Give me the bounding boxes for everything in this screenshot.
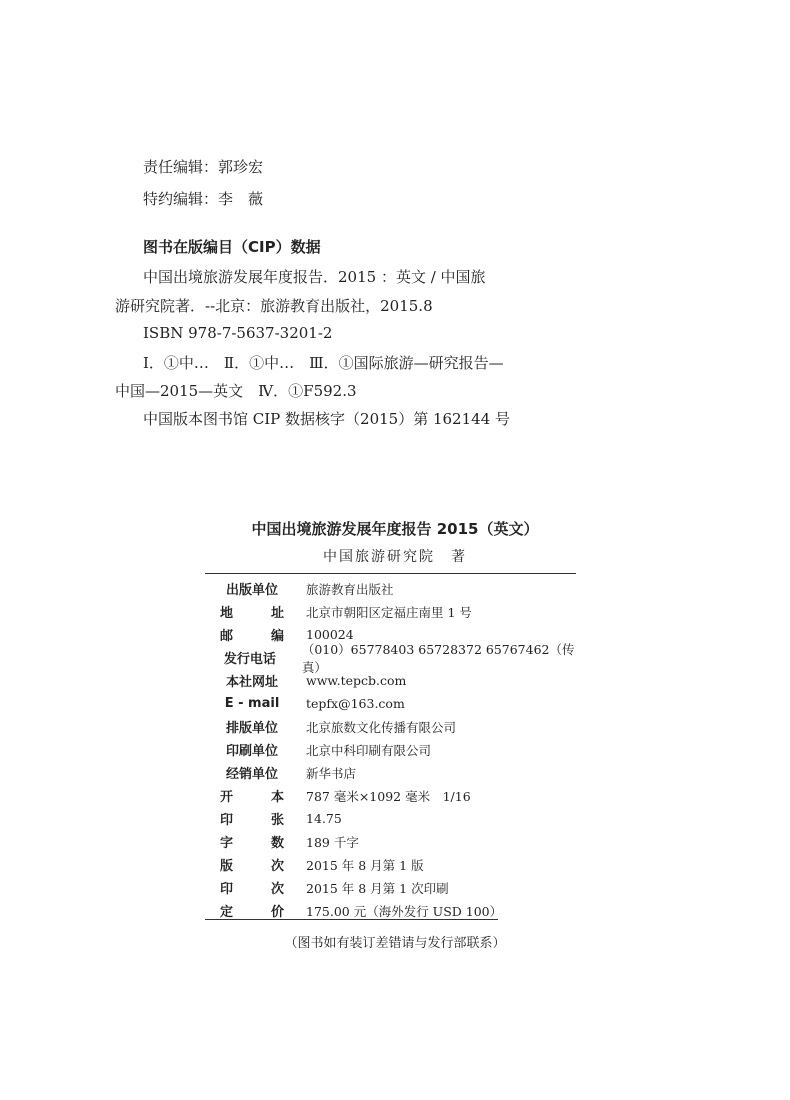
colophon-label: 本社网址	[225, 675, 278, 690]
colophon-label: 出版单位	[225, 583, 278, 598]
colophon-row	[220, 784, 580, 807]
colophon-value: 北京旅数文化传播有限公司	[306, 719, 457, 735]
colophon-label: 地 址	[220, 606, 284, 621]
responsible-editor: 责任编辑：郭珍宏	[143, 158, 264, 176]
colophon-value: 北京市朝阳区定福庄南里 1 号	[306, 604, 472, 620]
colophon-row	[220, 738, 580, 761]
colophon-row	[220, 876, 580, 899]
cip-line-1: 中国出境旅游发展年度报告．2015 ：英文 / 中国旅	[143, 268, 486, 286]
colophon-label: 定 价	[220, 905, 284, 920]
colophon-value: 14.75	[306, 811, 342, 826]
binding-notice: （图书如有装订差错请与发行部联系）	[284, 936, 506, 951]
cip-record-number: 中国版本图书馆 CIP 数据核字（2015）第 162144 号	[143, 410, 511, 428]
colophon-value: 2015 年 8 月第 1 版	[306, 857, 424, 873]
colophon-label: 字 数	[220, 836, 284, 851]
cip-line-2: 游研究院著．--北京：旅游教育出版社，2015.8	[115, 297, 433, 315]
cip-classification-2: 中国—2015—英文 Ⅳ．①F592.3	[115, 382, 357, 400]
colophon-label: 经销单位	[225, 767, 278, 782]
cip-classification-1: Ⅰ．①中… Ⅱ．①中… Ⅲ．①国际旅游—研究报告—	[143, 354, 504, 372]
colophon-value: 787 毫米×1092 毫米 1/16	[306, 788, 471, 804]
colophon-value: 旅游教育出版社	[306, 581, 394, 597]
book-author: 中国旅游研究院 著	[323, 549, 467, 565]
colophon-label: E - mail	[224, 696, 280, 711]
colophon-value: 100024	[306, 627, 354, 642]
colophon-row	[220, 761, 580, 784]
colophon-label: 印 张	[220, 813, 284, 828]
special-editor: 特约编辑：李 薇	[143, 190, 264, 208]
colophon-row	[220, 830, 580, 853]
colophon-value: 北京中科印刷有限公司	[306, 742, 432, 758]
colophon-label: 开 本	[220, 790, 284, 805]
colophon-label: 版 次	[220, 859, 284, 874]
colophon-label: 印 次	[220, 882, 284, 897]
book-title: 中国出境旅游发展年度报告 2015（英文）	[251, 520, 539, 538]
colophon-label: 邮 编	[220, 629, 284, 644]
colophon-value: 2015 年 8 月第 1 次印刷	[306, 880, 449, 896]
colophon-row	[220, 692, 580, 715]
colophon-value: 189 千字	[306, 834, 359, 850]
colophon-value: 175.00 元（海外发行 USD 100）	[306, 903, 503, 919]
colophon-value: www.tepcb.com	[306, 673, 407, 688]
colophon-row	[220, 600, 580, 623]
colophon-row	[220, 577, 580, 600]
colophon-table	[220, 577, 580, 922]
colophon-value: 新华书店	[306, 765, 357, 781]
cip-isbn: ISBN 978-7-5637-3201-2	[143, 324, 333, 342]
colophon-row	[220, 853, 580, 876]
colophon-top-rule	[205, 573, 576, 574]
colophon-value: tepfx@163.com	[306, 696, 405, 711]
colophon-value: （010）65778403 65728372 65767462（传真）	[301, 641, 575, 675]
colophon-label: 印刷单位	[225, 744, 278, 759]
colophon-bottom-rule	[205, 919, 498, 920]
colophon-row	[220, 715, 580, 738]
colophon-label: 排版单位	[225, 721, 278, 736]
colophon-row	[220, 641, 580, 675]
cip-heading: 图书在版编目（CIP）数据	[143, 238, 321, 256]
colophon-row	[220, 807, 580, 830]
colophon-label: 发行电话	[223, 652, 276, 667]
